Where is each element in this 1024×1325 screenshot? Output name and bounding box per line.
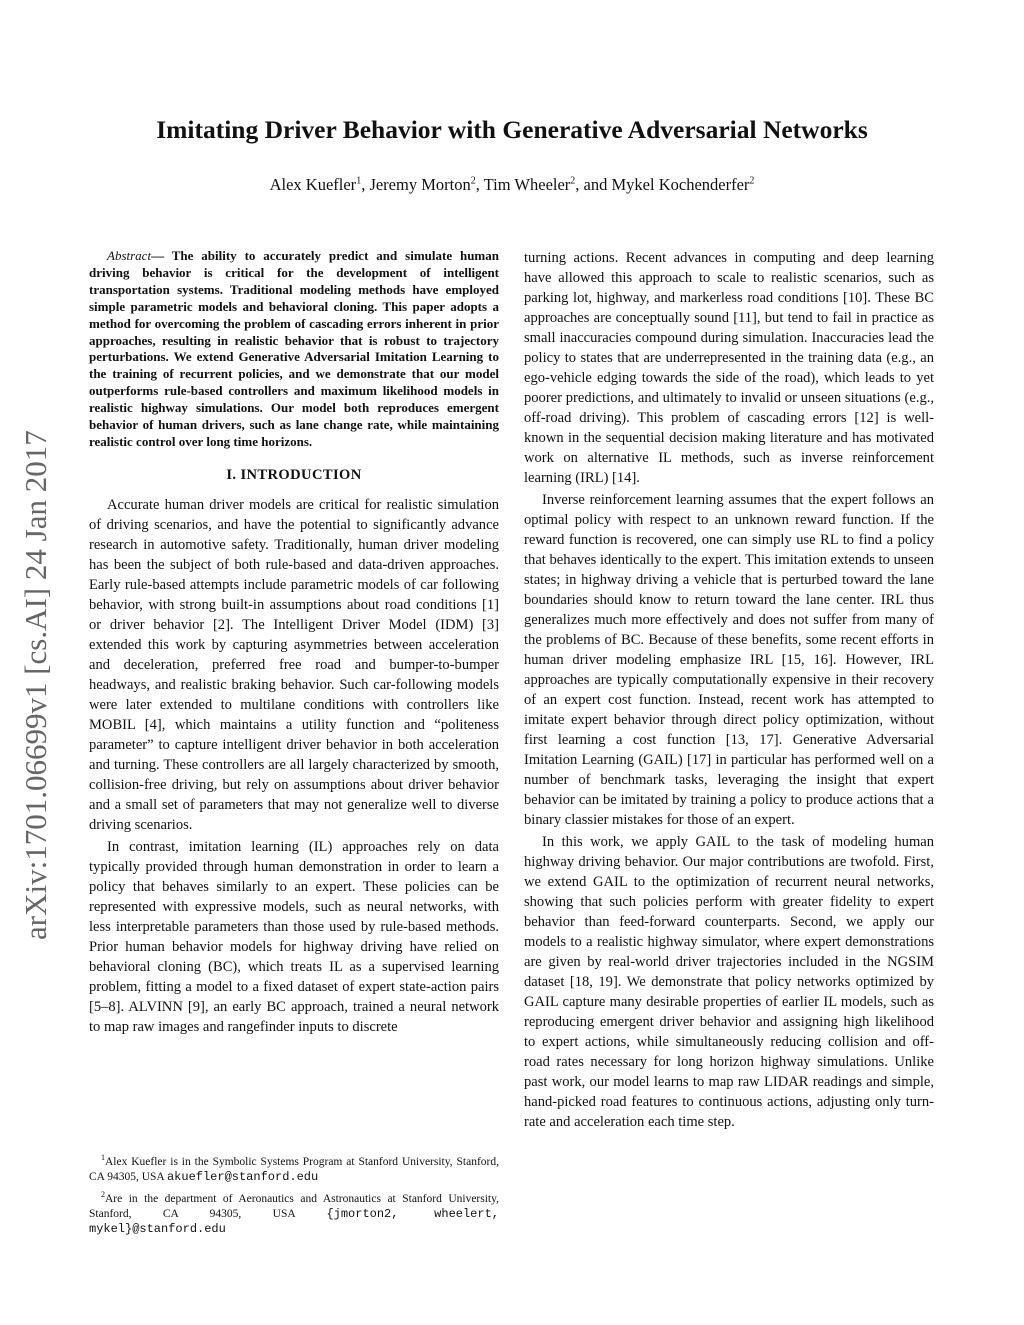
author-name: Alex Kuefler [269, 175, 357, 194]
abstract-label: Abstract [107, 248, 152, 263]
footnote-text: Are in the department of Aeronautics and Astronautics at Stanford University, Stanford, CA 94305, USA [89, 1192, 499, 1220]
body-paragraph: Inverse reinforcement learning assumes that the expert follows an optimal policy with respect to an unknown reward function. If the reward function is recovered, one can simply use RL to find a policy that behaves identically to the expert. This imitation extends to unseen states; in highway driving a vehicle that is perturbed toward the lane boundaries should know to return toward the lane center. IRL thus generalizes much more effectively and does not suffer from many of the problems of BC. Because of these benefits, some recent efforts in human driver modeling emphasize IRL [15, 16]. However, IRL approaches are typically computationally expensive in their recovery of an expert cost function. Instead, recent work has attempted to imitate expert behavior through direct policy optimization, without first learning a cost function [13, 17]. Generative Adversarial Imitation Learning (GAIL) [17] in particular has performed well on a number of benchmark tasks, leveraging the insight that expert behavior can be imitated by training a policy to produce actions that a binary classier mistakes for those of an expert. [524, 492, 934, 828]
body-paragraph: Accurate human driver models are critical for realistic simulation of driving scenarios, and have the potential to significantly advance research in automotive safety. Traditionally, human driver modeling has been the subject of both rule-based and data-driven approaches. Early rule-based attempts include parametric models of car following behavior, with strong built-in assumptions about road conditions [1] or driver behavior [2]. The Intelligent Driver Model (IDM) [3] extended this work by capturing asymmetries between acceleration and deceleration, preferred free road and bumper-to-bumper headways, and realistic braking behavior. Such car-following models were later extended to multilane conditions with controllers like MOBIL [4], which maintains a utility function and “politeness parameter” to capture intelligent driver behavior in both acceleration and turning. These controllers are all largely characterized by smooth, collision-free driving, but rely on assumptions about driver behavior and a small set of parameters that may not generalize well to diverse driving scenarios. [89, 496, 499, 833]
author-separator: , [361, 175, 370, 194]
right-column [524, 248, 934, 1134]
author-affiliation-mark: 2 [749, 175, 755, 187]
footnote-mark: 1 [101, 1153, 105, 1162]
abstract-text: The ability to accurately predict and simulate human driving behavior is critical for the development of intelligent transportation systems. Traditional modeling methods have employed simple parametric models and behavioral cloning. This paper adopts a method for overcoming the problem of cascading errors inherent in prior approaches, resulting in realistic behavior that is robust to trajectory perturbations. We extend Generative Adversarial Imitation Learning to the training of recurrent policies, and we demonstrate that our model outperforms rule-based controllers and maximum likelihood models in realistic highway simulations. Our model both reproduces emergent behavior of human drivers, such as lane change rate, while maintaining realistic control over long time horizons. [89, 248, 499, 449]
footnote [89, 1150, 499, 1185]
body-paragraph: In contrast, imitation learning (IL) approaches rely on data typically provided through human demonstration in order to learn a policy that behaves similarly to an expert. These policies can be represented with expressive models, such as neural networks, with less interpretable parameters than those used by rule-based methods. Prior human behavior models for highway driving have relied on behavioral cloning (BC), which treats IL as a supervised learning problem, fitting a model to a fixed dataset of expert state-action pairs [5–8]. ALVINN [9], an early BC approach, trained a neural network to map raw images and rangefinder inputs to discrete [89, 838, 499, 1035]
footnote-email[interactable]: akuefler@stanford.edu [166, 1169, 319, 1184]
author-name: Jeremy Morton [369, 175, 471, 194]
abstract [89, 248, 499, 451]
footnotes [89, 1150, 499, 1239]
arxiv-identifier: arXiv:1701.06699v1 [cs.AI] 24 Jan 2017 [18, 430, 53, 940]
footnote [89, 1187, 499, 1237]
body-paragraph: turning actions. Recent advances in computing and deep learning have allowed this approach to scale to realistic scenarios, such as parking lot, highway, and markerless road conditions [10]. These BC approaches are conceptually sound [11], but tend to fail in practice as small inaccuracies compound during simulation. Inaccuracies lead the policy to states that are underrepresented in the training data (e.g., an ego-vehicle edging towards the side of the road), which leads to yet poorer predictions, and ultimately to invalid or unseen situations (e.g., off-road driving). This problem of cascading errors [12] is well-known in the sequential decision making literature and has motivated work on alternative IL methods, such as inverse reinforcement learning (IRL) [14]. [524, 250, 934, 486]
author-affiliation-mark: 1 [356, 175, 362, 187]
body-paragraph: In this work, we apply GAIL to the task of modeling human highway driving behavior. Our major contributions are twofold. First, we extend GAIL to the optimization of recurrent neural networks, showing that such policies perform with greater fidelity to expert behavior than feed-forward counterparts. Second, we apply our models to a realistic highway simulator, where expert demonstrations are given by real-world driver trajectories included in the NGSIM dataset [18, 19]. We demonstrate that policy networks optimized by GAIL capture many desirable properties of earlier IL models, such as reproducing emergent driver behavior and assigning high likelihood to expert actions, while simultaneously reducing collision and off-road rates necessary for long horizon highway simulations. Unlike past work, our model learns to map raw LIDAR readings and simple, hand-picked road features to continuous actions, adjusting only turn-rate and acceleration each time step. [524, 834, 934, 1130]
section-heading-introduction: I. INTRODUCTION [226, 466, 362, 483]
author-affiliation-mark: 2 [570, 175, 576, 187]
author-name: Tim Wheeler [483, 175, 571, 194]
author-affiliation-mark: 2 [470, 175, 476, 187]
author-list [0, 175, 1024, 195]
footnote-mark: 2 [101, 1189, 105, 1199]
left-column [89, 248, 499, 1039]
paper-title: Imitating Driver Behavior with Generative Adversarial Networks [156, 115, 868, 144]
footnote-email[interactable]: {jmorton2, wheelert, mykel}@stanford.edu [89, 1206, 499, 1236]
author-separator: , and [575, 175, 612, 194]
abstract-dash: — [151, 248, 172, 263]
author-separator: , [475, 175, 484, 194]
footnote-text: Alex Kuefler is in the Symbolic Systems Program at Stanford University, Stanford, CA 94305, USA [89, 1155, 499, 1183]
author-name: Mykel Kochenderfer [611, 175, 750, 194]
